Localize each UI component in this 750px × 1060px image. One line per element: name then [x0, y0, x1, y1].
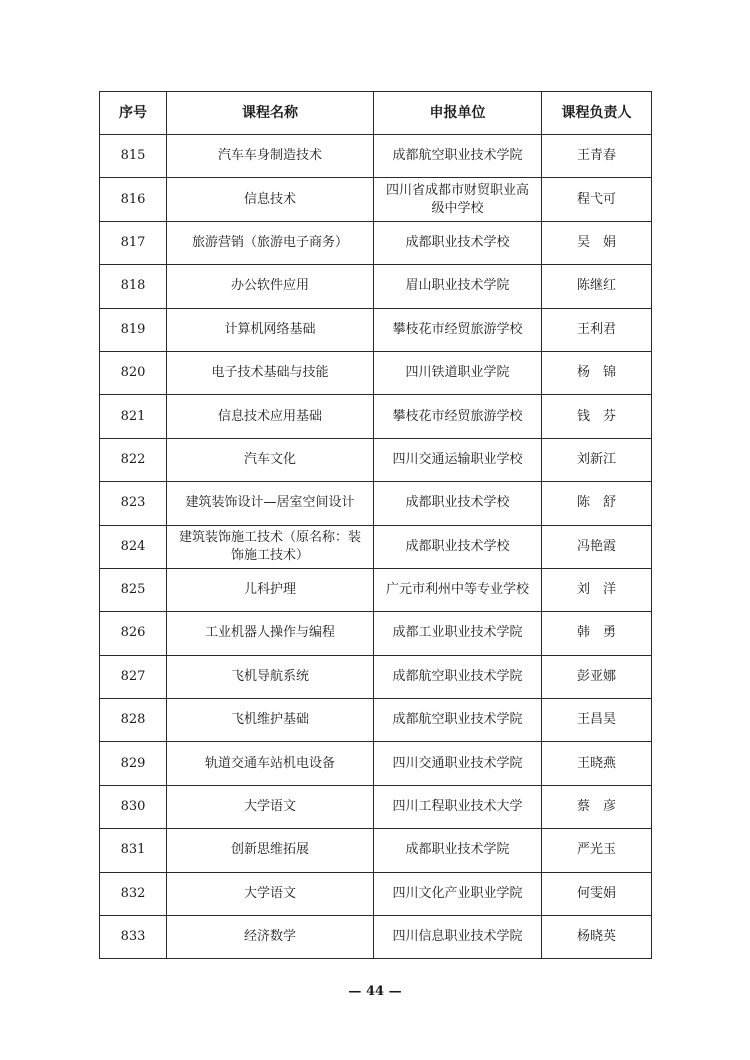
header-course-name: 课程名称: [167, 92, 374, 135]
cell-serial: 819: [100, 308, 167, 351]
cell-course-leader: 王晓燕: [542, 742, 652, 785]
cell-course-name: 经济数学: [167, 916, 374, 959]
cell-course-leader: 陈 舒: [542, 482, 652, 525]
cell-applicant-unit: 广元市利州中等专业学校: [374, 568, 542, 611]
cell-course-name: 大学语文: [167, 785, 374, 828]
cell-course-name: 工业机器人操作与编程: [167, 612, 374, 655]
cell-course-leader: 王昌昊: [542, 699, 652, 742]
cell-course-name: 儿科护理: [167, 568, 374, 611]
cell-course-name: 计算机网络基础: [167, 308, 374, 351]
cell-course-leader: 刘新江: [542, 438, 652, 481]
table-row: [100, 308, 652, 351]
cell-applicant-unit: 四川信息职业技术学院: [374, 916, 542, 959]
cell-course-leader: 王利君: [542, 308, 652, 351]
cell-course-name: 信息技术: [167, 178, 374, 221]
cell-course-name: 信息技术应用基础: [167, 395, 374, 438]
cell-course-leader: 冯艳霞: [542, 525, 652, 568]
table-row: [100, 395, 652, 438]
cell-course-name: 办公软件应用: [167, 265, 374, 308]
cell-applicant-unit: 四川交通运输职业学校: [374, 438, 542, 481]
table-row: [100, 699, 652, 742]
cell-course-leader: 彭亚娜: [542, 655, 652, 698]
cell-course-leader: 韩 勇: [542, 612, 652, 655]
cell-applicant-unit: 成都航空职业技术学院: [374, 699, 542, 742]
cell-applicant-unit: 攀枝花市经贸旅游学校: [374, 395, 542, 438]
cell-serial: 818: [100, 265, 167, 308]
cell-applicant-unit: 四川铁道职业学院: [374, 351, 542, 394]
cell-applicant-unit: 成都航空职业技术学院: [374, 655, 542, 698]
cell-serial: 822: [100, 438, 167, 481]
cell-applicant-unit: 成都职业技术学校: [374, 221, 542, 264]
table-header-row: [100, 92, 652, 135]
cell-course-name: 建筑装饰施工技术（原名称：装饰施工技术）: [167, 525, 374, 568]
cell-course-name: 飞机导航系统: [167, 655, 374, 698]
cell-course-leader: 刘 洋: [542, 568, 652, 611]
header-serial: 序号: [100, 92, 167, 135]
page-number: — 44 —: [348, 984, 402, 999]
table-row: [100, 612, 652, 655]
cell-course-name: 汽车文化: [167, 438, 374, 481]
cell-applicant-unit: 四川省成都市财贸职业高级中学校: [374, 178, 542, 221]
cell-course-name: 建筑装饰设计—居室空间设计: [167, 482, 374, 525]
table-row: [100, 482, 652, 525]
cell-applicant-unit: 成都航空职业技术学院: [374, 135, 542, 178]
cell-course-name: 大学语文: [167, 872, 374, 915]
cell-serial: 821: [100, 395, 167, 438]
cell-serial: 826: [100, 612, 167, 655]
table-row: [100, 568, 652, 611]
table-row: [100, 785, 652, 828]
cell-serial: 820: [100, 351, 167, 394]
table-row: [100, 525, 652, 568]
table-row: [100, 742, 652, 785]
cell-course-leader: 蔡 彦: [542, 785, 652, 828]
cell-serial: 829: [100, 742, 167, 785]
cell-serial: 824: [100, 525, 167, 568]
cell-course-leader: 吴 娟: [542, 221, 652, 264]
cell-course-leader: 王青春: [542, 135, 652, 178]
cell-course-name: 轨道交通车站机电设备: [167, 742, 374, 785]
cell-applicant-unit: 四川文化产业职业学院: [374, 872, 542, 915]
cell-course-leader: 钱 芬: [542, 395, 652, 438]
cell-applicant-unit: 成都职业技术学校: [374, 525, 542, 568]
cell-course-name: 飞机维护基础: [167, 699, 374, 742]
cell-course-name: 汽车车身制造技术: [167, 135, 374, 178]
table-row: [100, 655, 652, 698]
cell-serial: 825: [100, 568, 167, 611]
cell-applicant-unit: 四川交通职业技术学院: [374, 742, 542, 785]
table-row: [100, 438, 652, 481]
cell-course-leader: 陈继红: [542, 265, 652, 308]
cell-applicant-unit: 成都职业技术学校: [374, 482, 542, 525]
cell-course-name: 创新思维拓展: [167, 829, 374, 872]
cell-serial: 815: [100, 135, 167, 178]
cell-serial: 823: [100, 482, 167, 525]
table-row: [100, 829, 652, 872]
table-row: [100, 265, 652, 308]
course-table: [99, 91, 652, 959]
cell-serial: 816: [100, 178, 167, 221]
cell-serial: 830: [100, 785, 167, 828]
table-row: [100, 178, 652, 221]
cell-applicant-unit: 攀枝花市经贸旅游学校: [374, 308, 542, 351]
cell-applicant-unit: 成都工业职业技术学院: [374, 612, 542, 655]
cell-applicant-unit: 成都职业技术学院: [374, 829, 542, 872]
table-row: [100, 351, 652, 394]
cell-course-leader: 杨晓英: [542, 916, 652, 959]
cell-applicant-unit: 四川工程职业技术大学: [374, 785, 542, 828]
cell-course-name: 电子技术基础与技能: [167, 351, 374, 394]
cell-course-leader: 程弋可: [542, 178, 652, 221]
cell-course-leader: 严光玉: [542, 829, 652, 872]
table-row: [100, 872, 652, 915]
table-row: [100, 135, 652, 178]
cell-course-name: 旅游营销（旅游电子商务）: [167, 221, 374, 264]
cell-serial: 817: [100, 221, 167, 264]
table-row: [100, 221, 652, 264]
cell-serial: 831: [100, 829, 167, 872]
cell-applicant-unit: 眉山职业技术学院: [374, 265, 542, 308]
cell-course-leader: 何雯娟: [542, 872, 652, 915]
cell-serial: 833: [100, 916, 167, 959]
cell-serial: 828: [100, 699, 167, 742]
cell-course-leader: 杨 锦: [542, 351, 652, 394]
cell-serial: 832: [100, 872, 167, 915]
header-course-leader: 课程负责人: [542, 92, 652, 135]
cell-serial: 827: [100, 655, 167, 698]
table-row: [100, 916, 652, 959]
header-applicant-unit: 申报单位: [374, 92, 542, 135]
